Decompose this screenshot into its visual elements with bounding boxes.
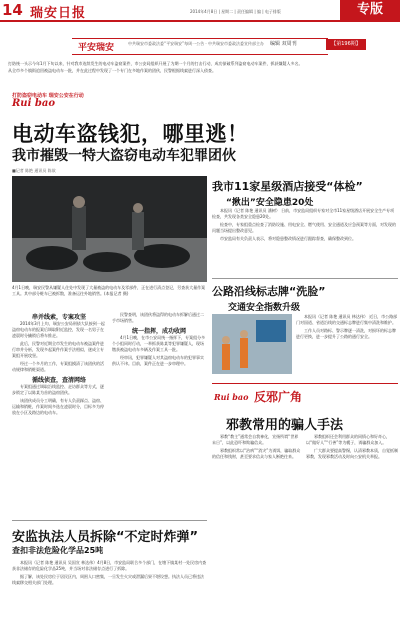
story-subheadline: “揪出”安全隐患20处 [226,198,314,208]
main-subheadline: 我市摧毁一特大盗窃电动车犯罪团伙 [12,148,236,164]
newspaper-logo: 瑞安日报 [30,6,87,21]
column-logo: Rui bao [12,98,56,109]
body-paragraph: 经过一个多月的工作，专案组摸清了该团伙的活动规律和销赃渠道。 [12,361,104,372]
divider [12,520,207,521]
page-number: 14 [2,1,23,19]
section-heading: 循线侦查，查清网络 [31,377,86,384]
body-paragraph: 广大群众要提高警惕，认清邪教本质，自觉抵制邪教，发现邪教活动及时向公安机关举报。 [306,448,398,459]
issue-info: 2014年4月8日 | 星期二 | 责任编辑 | 编 | 电子排版 [190,9,281,14]
body-paragraph: 本报讯（记者 陈艳 通讯员 潘树） 日前，市安监局组织专家对全市11家星级酒店开展安全生产专项检查，共发现各类安全隐患20处。 [212,208,395,219]
story-body [212,208,398,274]
intro-paragraph: 从全市多个镇街追回被盗电动车一批，并在此过程中发现了一个专门在多地作案的团伙，民警根据线索进行深入侦查。 [8,68,216,73]
scooter-photo-illustration [12,176,207,282]
divider [212,383,398,384]
body-paragraph: 检查中，专家组重点检查了消防设施、用电安全、燃气使用、安全通道及应急预案等方面，对发现的问题当场提出整改意见。 [212,222,396,233]
section-heading: 串并线索，专案攻坚 [31,314,86,321]
story-headline: 安监执法人员拆除“不定时炸弹” [12,530,199,545]
body-paragraph: 2014年3月上旬，瑞安公安局刑侦大队接到一起盗窃电动车的报案后调取附近监控，发现一名男子在凌晨时分撬锁后将车推走。 [12,321,105,338]
banner-subtitle: 中共瑞安市委政法委“平安瑞安”每周一公告 · 中共瑞安市委政法委宣传部主办 [128,41,264,46]
body-paragraph: 经审讯，犯罪嫌疑人对其盗窃电动车的犯罪事实供认不讳。目前，案件正在进一步审理中。 [112,355,204,366]
column-title: 反邪广角 [254,390,303,404]
cult-column-2 [306,434,398,630]
news-photo [12,176,207,282]
banner-title: 平安瑞安 [78,43,115,53]
body-paragraph: 工作人员对路标、警示牌逐一清洗，对损坏的标志牌进行更换，进一步提升了公路的通行安全。 [296,328,396,339]
story-body [12,560,207,630]
story-headline: 我市11家星级酒店接受“体检” [212,180,363,193]
feature-column-2 [112,312,206,517]
body-paragraph: 本报讯（记者 陈艳 通讯员 林达伟） 近日，市公路部门对国道、省道沿线的交通标志牌进行集中清洗和维护。 [296,314,398,325]
story-body [296,314,398,376]
issue-badge: 【第196期】 [326,39,366,50]
body-paragraph: 邪教“教主”通常会自我神化，宣扬所谓“世界末日”，以此恐吓和欺骗信众。 [212,434,299,445]
story-headline: 公路沿线标志牌“洗脸” [212,285,326,298]
story-headline: 邪教常用的骗人手法 [226,418,344,433]
body-paragraph: 邪教组织还会利用群众的同情心和好奇心，以“做好人”“行善”等为幌子，诱骗群众加入。 [306,434,390,445]
workers-photo-illustration [212,314,292,374]
caption-text: 4月1日晚，瑞安民警从嫌疑人住处中发现了大量被盗的电动车及零部件，正在进行清点登记，另查获大量作案工具。其中部分赃车已被拆散，准备运往外地销售。(本报记者 摄) [12,285,206,296]
section-label: 专版 [340,0,400,20]
banner-editor: 编辑 双周刊 [270,41,297,47]
byline: ■记者 陈艳 通讯员 陈欲 [12,168,56,173]
main-headline: 电动车盗钱犯，哪里逃！ [12,122,249,146]
body-paragraph: 4月1日晚，在市公安局统一指挥下，专案组分多个小组同时行动，一举抓获陈某等犯罪嫌疑人，现场缴获被盗电动车多辆及作案工具一批。 [112,335,206,352]
intro-paragraph: 打防统一头示今年1月下旬以来，针对我市连续发生的电动车盗窃案件，市公安局组织开展了为期一个月的打击行动，成功侦破系列盗窃电动车案件，抓获嫌疑人多名。 [8,61,303,66]
section-heading: 统一指挥，成功收网 [131,328,186,335]
sign-photo [212,314,292,374]
body-paragraph: 专案组通过调取沿线监控、走访群众等方式，逐步锁定了以陈某为首的盗窃团伙。 [12,384,104,395]
cult-column-1 [212,434,302,630]
topic-line: 打防盗窃电动车 瑞安公安在行动 [12,93,84,99]
feature-column-1 [12,312,106,517]
divider [212,278,398,279]
photo-caption [12,285,207,309]
column-logo: Rui bao [214,392,249,402]
body-paragraph: 据了解，该处民房位于居民区内，周围人口密集，一旦发生火灾或泄漏后果不堪设想。执法人员已将违法线索移交相关部门处理。 [12,574,204,585]
body-paragraph: 邪教组织常以“治病”“消灾”为诱饵，骗取群众的信任和钱财，甚至要求信众与家人断绝往来。 [212,448,301,459]
story-subheadline: 交通安全指数升级 [228,303,301,313]
body-paragraph: 此后，民警对近期全市发生的电动车被盗案件进行串并分析，发现多起案件作案手法相似，遂成立专案组开展攻坚。 [12,341,104,358]
body-paragraph: 该团伙成员分工明确，有专人负责踩点、盗窃、运输和销赃，作案时间多选在凌晨时分，目标多为停放在小区及路边的电动车。 [12,398,104,415]
body-paragraph: 市安监局有关负责人表示，将对隐患整改情况进行跟踪督查，确保整改到位。 [220,236,356,241]
intro-block [8,60,392,86]
body-paragraph: 本报讯（记者 陈艳 通讯员 吴国宣 林达伟）4月8日，市安监局联合多个部门，在塘下镇某村一处民房内查获非法储存的危险化学品25吨，并当场对非法储存点进行了拆除。 [12,560,207,571]
story-subheadline: 查扣非法危险化学品25吨 [12,546,104,555]
body-paragraph: 民警查明，该团伙将盗得的电动车拆解后通过二手市场销售。 [112,312,204,323]
